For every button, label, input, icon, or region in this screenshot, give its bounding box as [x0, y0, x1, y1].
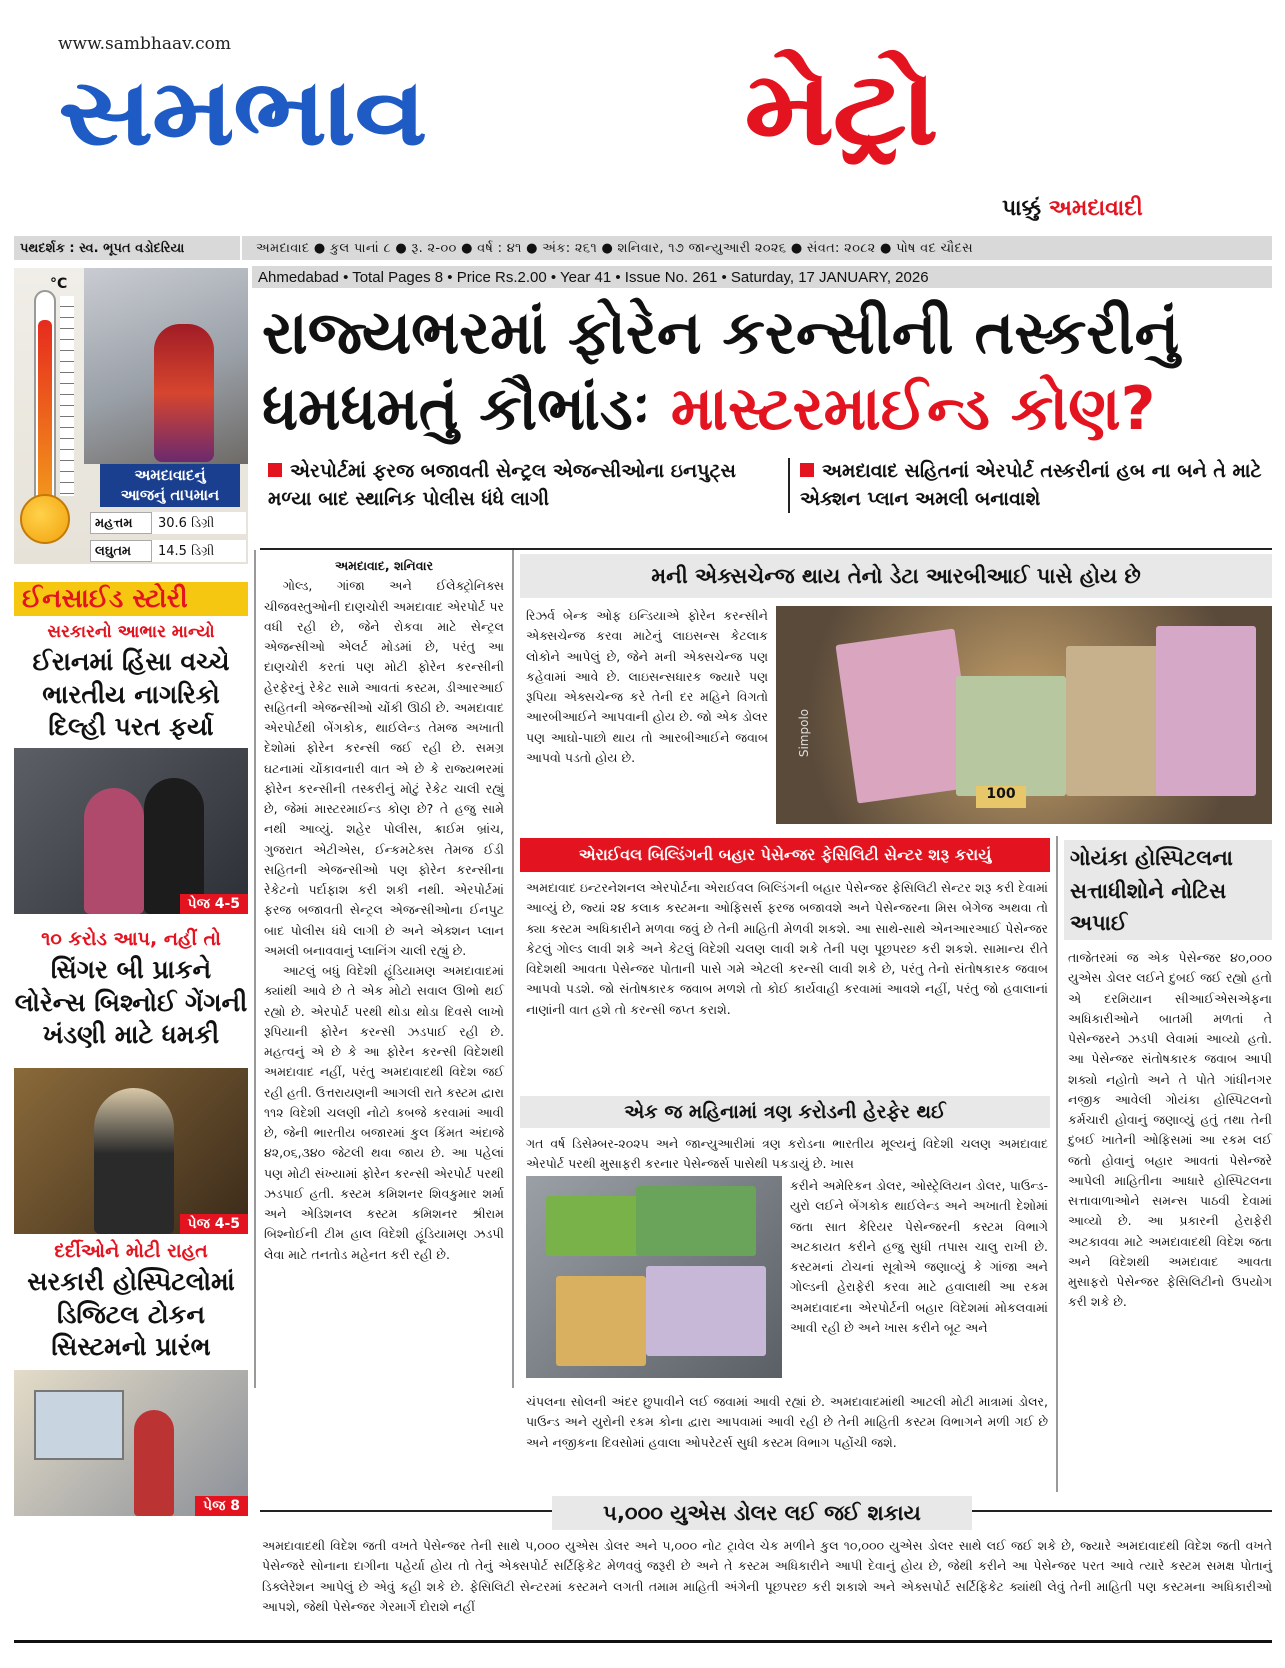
rbi-box-title: મની એક્સચેન્જ થાય તેનો ડેટા આરબીઆઈ પાસે હોય છે: [520, 554, 1272, 598]
website-url[interactable]: www.sambhaav.com: [58, 34, 231, 54]
bottom-title: ૫,૦૦૦ યુએસ ડોલર લઈ જઈ શકાય: [552, 1496, 972, 1530]
tagline-left: પાક્કું: [1002, 196, 1049, 221]
bullet-icon: [800, 463, 814, 477]
thermometer-scale: [60, 296, 74, 496]
main-story-body: ગોલ્ડ, ગાંજા અને ઈલેક્ટ્રોનિક્સ ચીજવસ્તુઓની દાણચોરી અમદાવાદ એરપોર્ટ પર વધી રહી છે, જેને રોકવા માટે સેન્ટ્રલ એજન્સીઓ એલર્ટ મોડમાં છે, પરંતુ આ દાણચોરી કરતાં પણ મોટી ફોરેન કરન્સીની હેરફેરનું રેકેટ સામે આવતાં કસ્ટમ, ડીઆરઆઈ સહિતની એજન્સીઓ ચોંકી ઊઠી છે. અમદાવાદ એરપોર્ટથી બેંગકોક, થાઈલેન્ડ તેમજ અખાતી દેશોમાં ફોરેન કરન્સી જઈ રહી છે. સમગ્ર ઘટનામાં ચોંકાવનારી વાત એ છે કે રાજ્યભરમાં ફોરેન કરન્સીની તસ્કરીનું મોટું રેકેટ ચાલી રહ્યું છે, જેમાં માસ્ટરમાઈન્ડ કોણ છે? તે હજુ સામે નથી આવ્યું. શહેર પોલીસ, ક્રાઈમ બ્રાંચ, ગુજરાત એટીએસ, ઈન્કમટેક્સ તેમજ ઈડી સહિતની એજન્સીઓ પણ ફોરેન કરન્સીના રેકેટનો પર્દાફાશ કરી શકી નથી. એરપોર્ટમાં ફરજ બજાવતી સેન્ટ્રલ એજન્સીઓના ઈનપુટ બાદ પોલીસ ધંધે લાગી છે અને એક્શન પ્લાન અમલી બનાવવાનું પ્લાનિંગ ચાલી રહ્યું છે.: [264, 578, 504, 958]
rbi-box-body: રિઝર્વ બેન્ક ઓફ ઇન્ડિયાએ ફોરેન કરન્સીને એક્સચેન્જ કરવા માટેનું લાઇસન્સ કેટલાક લોકોને આપેલું છે, જેને મની એક્સચેન્જ પણ કહેવામાં આવે છે. લાઇસન્સધારક જ્યારે પણ રૂપિયા એક્સચેન્જ કરે તેની દર મહિને વિગતો આરબીઆઈને આપવાની હોય છે. જો એક ડોલર પણ આઘો-પાછો થાય તો આરબીઆઈને જવાબ આપવો પડતો હોય છે.: [526, 608, 768, 765]
weather-title-line2: આજનું તાપમાન: [120, 485, 220, 504]
headline-red-part: માસ્ટરમાઈન્ડ કોણ?: [670, 374, 1156, 444]
story3-page-tag[interactable]: પેજ 8: [195, 1496, 248, 1516]
thermometer-bulb: [20, 494, 70, 544]
subheadline-1: [268, 458, 768, 513]
story1-page-tag[interactable]: પેજ 4-5: [180, 894, 249, 914]
story2-page-tag[interactable]: પેજ 4-5: [180, 1214, 249, 1234]
issue-info-gujarati: અમદાવાદ ● કુલ પાનાં ૮ ● રૂ. ૨-૦૦ ● વર્ષ : ૪૧ ● અંક: ૨૬૧ ● શનિવાર, ૧૭ જાન્યુઆરી ૨૦૨૬ ● સંવત: ૨૦૮૨ ● પોષ વદ ચૌદસ: [256, 240, 973, 256]
three-crore-body-side: કરીને અમેરિકન ડોલર, ઓસ્ટ્રેલિયન ડોલર, પાઉન્ડ-યુરો લઈને બેંગકોક થાઈલેન્ડ અને અખાતી દેશોમાં જતા સાત કેરિયર પેસેન્જરની કસ્ટમ વિભાગે અટકાયત કરીને હજુ સુધી તપાસ ચાલુ રાખી છે. કસ્ટમનાં ટોચનાં સૂત્રોએ જણાવ્યું કે ગાંજા અને ગોલ્ડની હેરાફેરી કરવા માટે હવાલાથી આ રકમ અમદાવાદના એરપોર્ટની બહાર વિદેશમાં મોકલવામાં આવી રહી છે અને ખાસ કરીને બૂટ અને: [790, 1178, 1048, 1335]
currency-photo: [776, 606, 1272, 824]
tagline-right: અમદાવાદી: [1048, 196, 1143, 221]
column-divider: [1056, 836, 1058, 1492]
main-headline-line2[interactable]: [262, 372, 1272, 447]
banknote-bundle: [1156, 626, 1256, 796]
brand-watermark: Simpolo: [797, 708, 812, 758]
weather-title: [100, 464, 240, 507]
info-bar: [14, 236, 1272, 260]
inside-story-header: ઈનસાઈડ સ્ટોરી: [14, 582, 248, 616]
weather-title-line1: અમદાવાદનું: [134, 466, 206, 484]
min-temp-value: 14.5 ડિગ્રી: [152, 540, 246, 562]
weather-box: [14, 268, 248, 564]
subheadline-1-text: એરપોર્ટમાં ફરજ બજાવતી સેન્ટ્રલ એજન્સીઓના ઇનપુટ્સ મળ્યા બાદ સ્થાનિક પોલીસ ધંધે લાગી: [268, 460, 736, 510]
note-value-label: 100: [976, 786, 1026, 808]
max-temp-row: [90, 512, 246, 534]
person-figure: [134, 1410, 174, 1516]
story1-photo[interactable]: [14, 748, 248, 914]
masthead-brand-right: મેટ્રો: [744, 49, 937, 169]
goenka-title: ગોયંકા હોસ્પિટલના સત્તાધીશોને નોટિસ અપાઈ: [1064, 840, 1272, 940]
issue-info-english: Ahmedabad • Total Pages 8 • Price Rs.2.00 • Year 41 • Issue No. 261 • Saturday, 17 JANUARY, 2026: [252, 266, 1272, 288]
story2-headline[interactable]: સિંગર બી પ્રાકને લોરેન્સ બિશ્નોઈ ગેંગની ખંડણી માટે ધમકી: [14, 955, 248, 1049]
counter-window: [34, 1390, 124, 1460]
main-story: [264, 556, 504, 1265]
main-story-body-2: આટલું બધું વિદેશી હૂંડિયામણ અમદાવાદમાં ક્યાંથી આવે છે તે એક મોટો સવાલ ઊભો થઈ રહ્યો છે. એરપોર્ટ પરથી થોડા થોડા દિવસે લાખો રૂપિયાની ફોરેન કરન્સી ઝડપાઈ રહી છે. મહત્વનું એ છે કે આ ફોરેન કરન્સી વિદેશથી અમદાવાદ નહીં, પરંતુ અમદાવાદથી વિદેશ જઈ રહી હતી. ઉત્તરાયણની આગલી રાતે કસ્ટમ દ્વારા ૧૧૨ વિદેશી ચલણી નોટો કબજે કરવામાં આવી છે, જેની ભારતીય બજારમાં કુલ કિંમત અંદાજે ૪૨,૦૬,૩૪૦ જેટલી થવા જાય છે. આ પહેલાં પણ મોટી સંખ્યામાં ફોરેન કરન્સી એરપોર્ટ પરથી ઝડપાઈ હતી. કસ્ટમ કમિશનર શિવકુમાર શર્મા અને એડિશનલ કસ્ટમ કમિશનર શ્રીરામ બિશ્નોઈની ટીમ હાલ વિદેશી હૂંડિયામણ ઝડપી લેવા માટે તનતોડ મહેનત કરી રહી છે.: [264, 963, 504, 1262]
masthead-tagline: [1002, 196, 1143, 221]
subheadline-2-text: અમદાવાદ સહિતનાં એરપોર્ટ તસ્કરીનાં હબ ના બને તે માટે એક્શન પ્લાન અમલી બનાવાશે: [800, 460, 1262, 510]
three-crore-body-top: ગત વર્ષ ડિસેમ્બર-૨૦૨૫ અને જાન્યુઆરીમાં ત્રણ કરોડના ભારતીય મૂલ્યનું વિદેશી ચલણ અમદાવાદ એરપોર્ટ પરથી મુસાફરી કરનાર પેસેન્જર્સ પાસેથી પકડાયું છે. ખાસ: [526, 1136, 1048, 1172]
min-temp-label: લઘુતમ: [90, 540, 152, 562]
headline-black-part: ધમધમતું કૌભાંડઃ: [262, 374, 671, 444]
main-headline-line1[interactable]: રાજ્યભરમાં ફોરેન કરન્સીની તસ્કરીનું: [262, 298, 1180, 368]
banknote: [646, 1266, 766, 1356]
banknote: [556, 1276, 646, 1366]
column-divider: [254, 550, 256, 1388]
banknote-bundle: [956, 676, 1066, 796]
person-in-shawl-figure: [154, 324, 214, 462]
person-figure: [84, 788, 144, 914]
masthead-brand-left: સમભાવ: [58, 58, 426, 166]
story2-kicker: ૧૦ કરોડ આપ, નહીં તો: [41, 928, 221, 950]
page-bottom-rule: [14, 1640, 1272, 1643]
main-story-dateline: અમદાવાદ, શનિવાર: [334, 558, 434, 573]
banknote: [546, 1196, 646, 1256]
founder-credit: પથદર્શક : સ્વ. ભૂપત વડોદરિયા: [14, 236, 242, 260]
singer-figure: [94, 1088, 174, 1234]
divider: [260, 548, 1272, 550]
thermometer-mercury: [38, 320, 52, 510]
bullet-icon: [268, 463, 282, 477]
story2-photo[interactable]: [14, 1068, 248, 1234]
story1-kicker: સરકારનો આભાર માન્યો: [47, 622, 215, 642]
three-crore-body-bottom: ચંપલના સોલની અંદર છુપાવીને લઈ જવામાં આવી રહ્યાં છે. અમદાવાદમાંથી આટલી મોટી માત્રામાં ડોલર, પાઉન્ડ અને યુરોની રકમ કોના દ્વારા આપવામાં આવી રહી છે તેની માહિતી કસ્ટમ વિભાગને મળી ગઈ છે અને નજીકના દિવસોમાં હવાલા ઓપરેટર્સ સુધી કસ્ટમ વિભાગ પહોંચી જશે.: [526, 1394, 1048, 1450]
story1-headline[interactable]: ઈરાનમાં હિંસા વચ્ચે ભારતીય નાગરિકો દિલ્હી પરત ફર્યા: [32, 647, 230, 741]
column-divider: [512, 550, 514, 1388]
max-temp-label: મહત્તમ: [90, 512, 152, 534]
three-crore-title: એક જ મહિનામાં ત્રણ કરોડની હેરફેર થઈ: [520, 1096, 1050, 1128]
celsius-unit: °C: [50, 276, 68, 292]
subheadline-2: [788, 458, 1268, 513]
story3-kicker: દર્દીઓને મોટી રાહત: [54, 1240, 208, 1262]
facility-body: અમદાવાદ ઇન્ટરનેશનલ એરપોર્ટના એરાઈવલ બિલ્ડિંગની બહાર પેસેન્જર ફેસિલિટી સેન્ટર શરૂ કરી દેવામાં આવ્યું છે, જ્યાં ૨૪ કલાક કસ્ટમના ઓફિસર્સ ફરજ બજાવશે અને પેસેન્જરના મિસ બેગેજ અથવા તો ક્યા કસ્ટમ અધિકારીને મળવા જવું છે તેની માહિતી મેળવી શકશે. આ સાથે-સાથે એનઆરઆઈ પેસેન્જર કેટલું ગોલ્ડ લાવી શકે અને કેટલું વિદેશી ચલણ લાવી શકે તેની પણ પૂછપરછ કરી શકશે. સામાન્ય રીતે વિદેશથી આવતા પેસેન્જર પોતાની પાસે ગમે એટલી કરન્સી લાવી શકે છે, પરંતુ તેનો સંતોષકારક જવાબ આપવો પડશે. જો સંતોષકારક જવાબ મળશે તો કોઈ કાર્યવાહી કરવામાં આવશે નહીં, પરંતુ જો હવાલાનાં નાણાંની વાત હશે તો કરન્સી જપ્ત કરાશે.: [526, 880, 1048, 1017]
min-temp-row: [90, 540, 246, 562]
story3-headline[interactable]: સરકારી હોસ્પિટલોમાં ડિજિટલ ટોકન સિસ્ટમનો પ્રારંભ: [27, 1267, 235, 1361]
bottom-body: અમદાવાદથી વિદેશ જતી વખતે પેસેન્જર તેની સાથે ૫,૦૦૦ યુએસ ડોલર અને ૫,૦૦૦ નોટ ટ્રાવેલ ચેક મળીને કુલ ૧૦,૦૦૦ યુએસ ડોલર સાથે લઈ જઈ શકે છે, જ્યારે અમદાવાદથી વિદેશ જતી વખતે પેસેન્જરે સોનાના દાગીના પહેર્યા હોય તો તેનું એક્સપોર્ટ સર્ટિફિકેટ મેળવવું જરૂરી છે અને તે કસ્ટમ અધિકારીને આપી દેવાનું હોય છે, જેથી કરીને આ પેસેન્જર પરત આવે ત્યારે કસ્ટમ સમક્ષ પોતાનું ડિક્લેરેશન આપેલું છે એવું કહી શકે છે. ફેસિલિટી સેન્ટરમાં કસ્ટમને લગતી તમામ માહિતી અંગેની પૂછપરછ કરી શકાશે અને એક્સપોર્ટ સર્ટિફિકેટ ક્યાંથી લેવું તેની માહિતી પણ કસ્ટમના અધિકારીઓ આપશે, જેથી પેસેન્જર ગેરમાર્ગે દોરાશે નહીં: [262, 1538, 1272, 1614]
story3-photo[interactable]: [14, 1370, 248, 1516]
facility-title: એરાઈવલ બિલ્ડિંગની બહાર પેસેન્જર ફેસિલિટી સેન્ટર શરૂ કરાયું: [520, 838, 1050, 872]
banknote: [636, 1186, 756, 1256]
currency-tray-photo: [526, 1176, 782, 1378]
max-temp-value: 30.6 ડિગ્રી: [152, 512, 246, 534]
goenka-body: તાજેતરમાં જ એક પેસેન્જર ૪૦,૦૦૦ યુએસ ડોલર લઈને દુબઈ જઈ રહ્યો હતો એ દરમિયાન સીઆઈએસએફના અધિકારીઓને બાતમી મળતાં તે પેસેન્જરને ઝડપી લેવામાં આવ્યો હતો. આ પેસેન્જર સંતોષકારક જવાબ આપી શક્યો નહોતો અને તે પોતે ગાંધીનગર નજીક આવેલી ગોયંકા હોસ્પિટલનો કર્મચારી હોવાનું જણાવ્યું હતું તથા તેની દુબઈ ખાતેની ઓફિસમાં આ રકમ લઈ જતો હોવાનું બહાર આવતાં પેસેન્જરે આપેલી માહિતીના આધારે હોસ્પિટલના સત્તાવાળાઓને સમન્સ પાઠવી દેવામાં આવ્યો છે. આ પ્રકારની હેરાફેરી અટકાવવા માટે અમદાવાદથી વિદેશ જતા અને વિદેશથી અમદાવાદ આવતા મુસાફરો પેસેન્જર ફેસિલિટીનો ઉપયોગ કરી શકે છે.: [1068, 950, 1272, 1310]
